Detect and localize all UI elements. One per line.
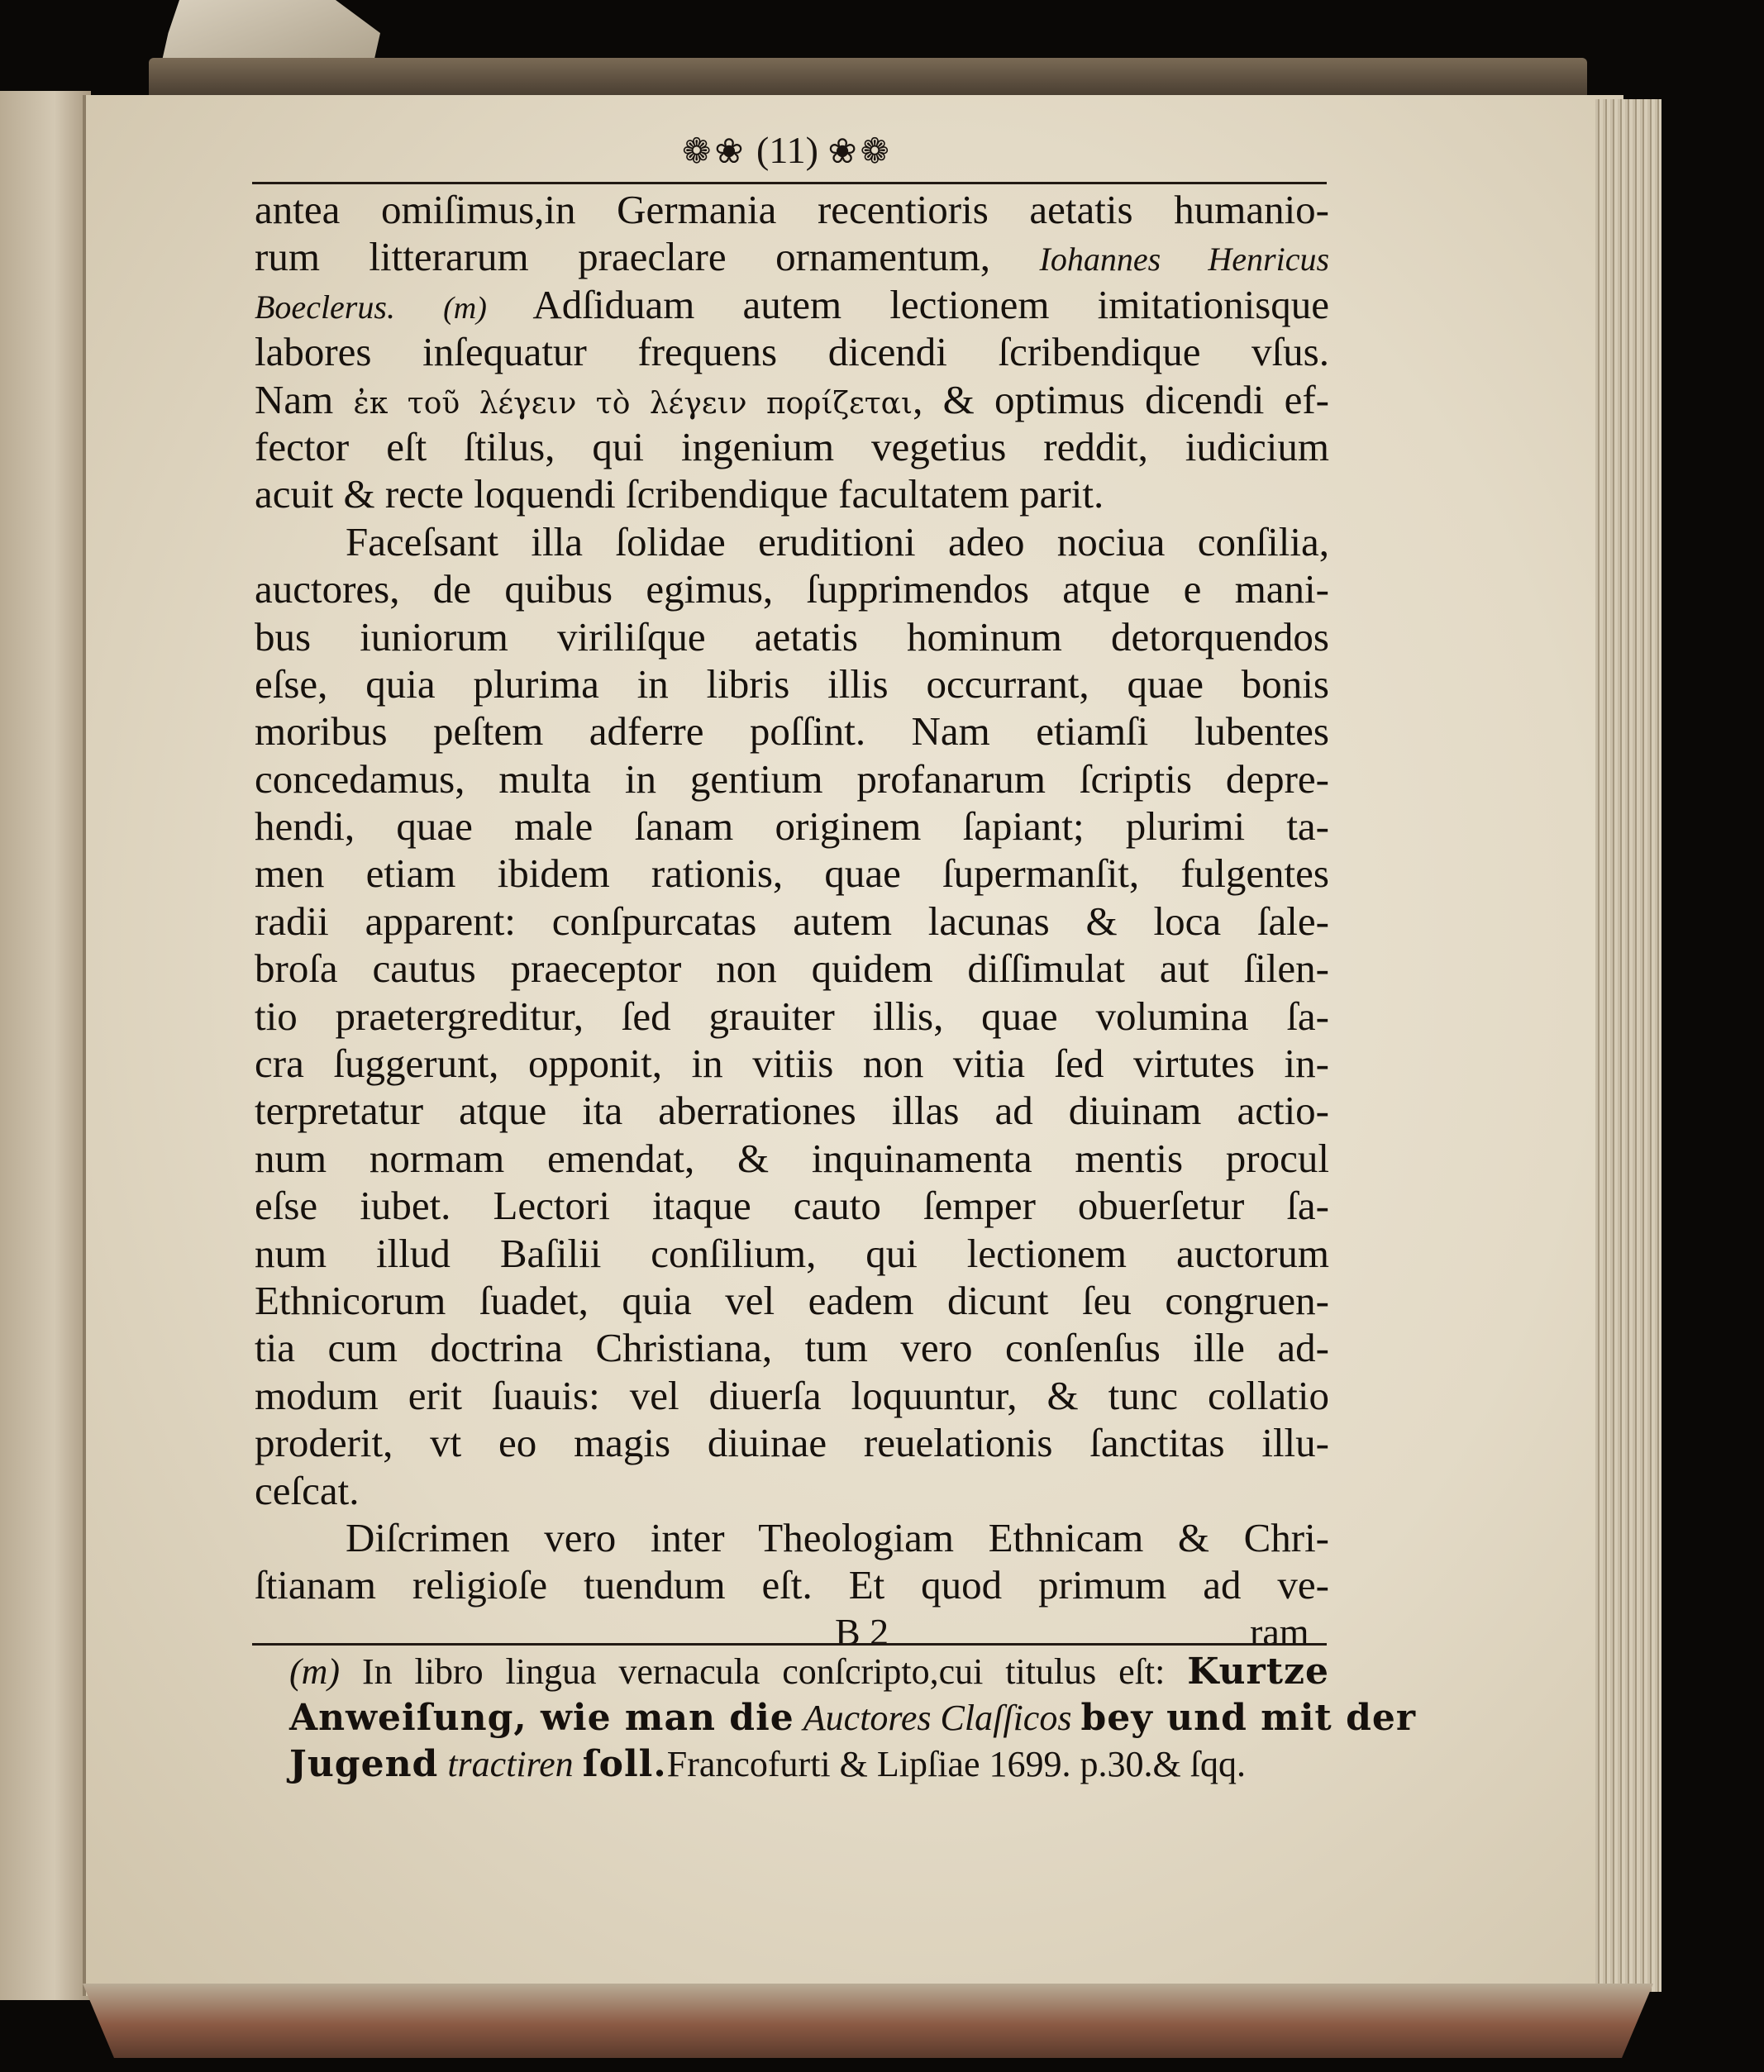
text-line: Faceſsant illa ſolidae eruditioni adeo nociua conſilia,: [346, 518, 1329, 564]
text-line: tio praetergreditur, ſed grauiter illis, quae volumina ſa-: [255, 993, 1329, 1039]
text-line: moribus peſtem adferre poſſint. Nam etiamſi lubentes: [255, 708, 1329, 755]
text-line: bus iuniorum viriliſque aetatis hominum detorquendos: [255, 613, 1329, 660]
body-text: [255, 186, 1329, 1609]
text-line: Ethnicorum ſuadet, quia vel eadem dicunt ſeu congruen-: [255, 1277, 1329, 1323]
footnote-rule: [252, 1643, 1327, 1646]
text-line: proderit, vt eo magis diuinae reuelationis ſanctitas illu-: [255, 1420, 1329, 1466]
signature-mark: B 2: [835, 1611, 889, 1653]
footnote-line: (m) In libro lingua vernacula conſcripto,cui titulus eſt: Kurtze: [289, 1650, 1330, 1693]
head-ornament-right-icon: ❀❁: [827, 133, 893, 171]
text-line: antea omiſimus,in Germania recentioris aetatis humanio-: [255, 187, 1329, 232]
text-line: eſse, quia plurima in libris illis occurrant, quae bonis: [255, 660, 1329, 707]
text-line: modum erit ſuauis: vel diuerſa loquuntur, & tunc collatio: [255, 1372, 1329, 1418]
text-line: hendi, quae male ſanam originem ſapiant; plurimi ta-: [255, 803, 1329, 850]
text-line: labores inſequatur frequens dicendi ſcribendique vſus.: [255, 329, 1329, 375]
page-fore-edge: [1595, 99, 1661, 1992]
text-line: num illud Baſilii conſilium, qui lectionem auctorum: [255, 1230, 1329, 1276]
text-line: Boeclerus. (m) Adſiduam autem lectionem imitationisque: [255, 281, 1330, 327]
book-bottom-edge: [83, 1984, 1653, 2058]
greek-phrase: ἐκ τοῦ λέγειν τὸ λέγειν πορίζεται: [353, 386, 913, 421]
catchword: ram: [1250, 1611, 1309, 1653]
text-line: fector eſt ſtilus, qui ingenium vegetius reddit, iudicium: [255, 423, 1329, 469]
italic-name-2: Boeclerus.: [255, 288, 395, 326]
text-line: concedamus, multa in gentium profanarum ſcriptis depre-: [255, 755, 1329, 802]
text-line: eſse iubet. Lectori itaque cauto ſemper obuerſetur ſa-: [255, 1183, 1329, 1229]
italic-name: Iohannes Henricus: [1039, 241, 1330, 279]
text-line: num normam emendat, & inquinamenta mentis procul: [255, 1135, 1329, 1181]
text-line: terpretatur atque ita aberrationes illas ad diuinam actio-: [255, 1088, 1329, 1134]
text-line: Diſcrimen vero inter Theologiam Ethnicam & Chri-: [346, 1514, 1329, 1560]
footnote-ref: (m): [443, 290, 487, 326]
text-line: tia cum doctrina Christiana, tum vero conſenſus ille ad-: [255, 1325, 1329, 1371]
text-line: cra ſuggerunt, opponit, in vitiis non vitia ſed virtutes in-: [255, 1041, 1329, 1087]
running-head: [248, 128, 1327, 178]
footnote-line: Jugend tractiren ſoll.Francofurti & Lipſiae 1699. p.30.& ſqq.: [289, 1743, 1246, 1785]
text-line: ſtianam religioſe tuendum eſt. Et quod primum ad ve-: [255, 1562, 1329, 1608]
text-line: auctores, de quibus egimus, ſupprimendos atque e mani-: [255, 566, 1329, 612]
text-line: acuit & recte loquendi ſcribendique facultatem parit.: [255, 471, 1104, 517]
head-rule: [252, 182, 1327, 184]
text-line: ceſcat.: [255, 1467, 360, 1513]
text-line: broſa cautus praeceptor non quidem diſſimulat aut ſilen-: [255, 945, 1329, 992]
text-line: radii apparent: conſpurcatas autem lacunas & loca ſale-: [255, 898, 1329, 944]
footnote: [289, 1649, 1417, 1788]
text-line: Nam ἐκ τοῦ λέγειν τὸ λέγειν πορίζεται, & optimus dicendi ef-: [255, 376, 1329, 422]
footnote-line: Anweiſung, wie man die Auctores Claſſicos bey und mit der: [289, 1697, 1417, 1739]
head-ornament-left-icon: ❁❀: [682, 133, 747, 171]
left-page-edge: [0, 91, 91, 2000]
page-number: (11): [756, 129, 818, 171]
text-line: men etiam ibidem rationis, quae ſupermanſit, fulgentes: [255, 850, 1329, 897]
text-line: rum litterarum praeclare ornamentum, Iohannes Henricus: [255, 234, 1330, 280]
